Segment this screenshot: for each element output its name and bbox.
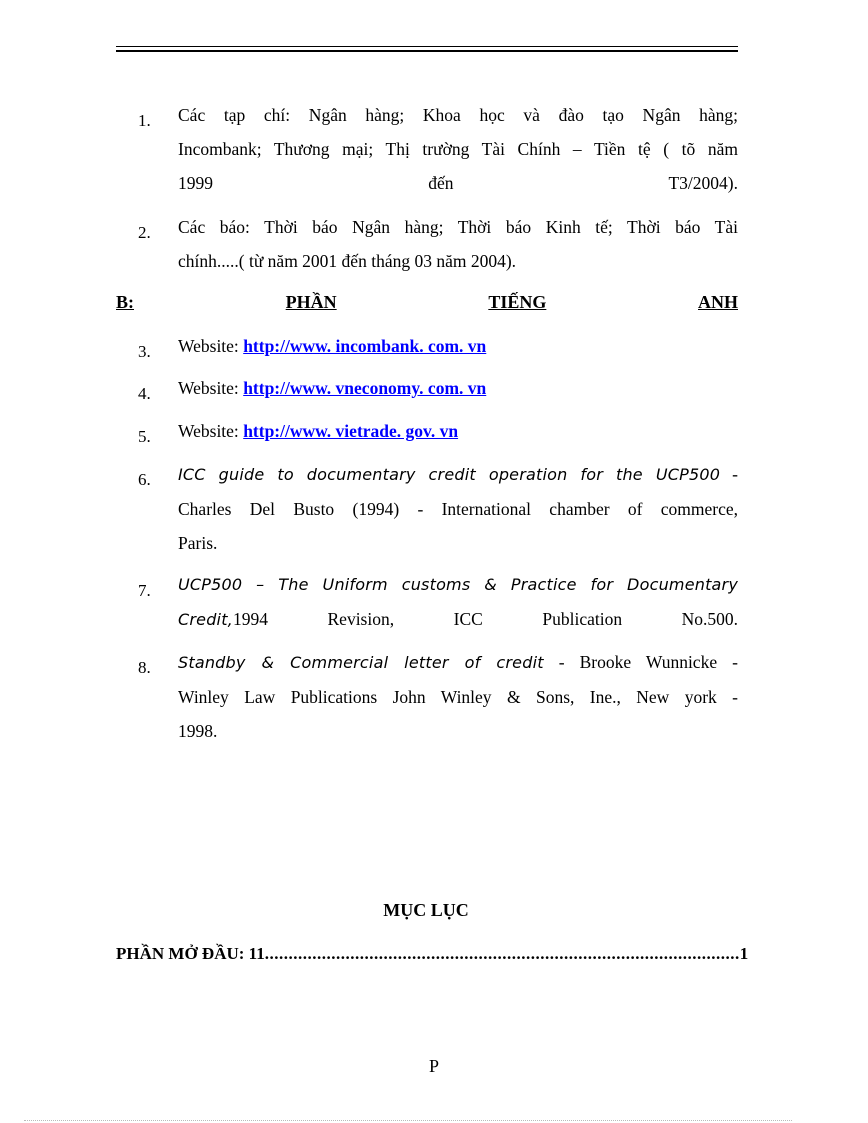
website-link-incombank[interactable]: http://www. incombank. com. vn <box>243 336 487 356</box>
item-line <box>178 645 738 680</box>
page-bottom-divider <box>24 1120 792 1121</box>
item-number: 6. <box>138 470 151 489</box>
toc-title: MỤC LỤC <box>383 900 469 920</box>
item-line <box>178 457 738 492</box>
toc-leader-dots: .................................................................................................... <box>264 944 740 963</box>
toc-entry[interactable] <box>116 944 749 964</box>
item-number: 4. <box>138 384 151 403</box>
item-number: 3. <box>138 342 151 361</box>
toc-entry-page: 1 <box>739 944 749 963</box>
item-number: 2. <box>138 223 151 242</box>
item-line: Winley Law Publications John Winley & Sons, Ine., New york - <box>178 687 738 707</box>
section-word: ANH <box>698 292 738 312</box>
website-label: Website: <box>178 336 244 356</box>
item-number: 1. <box>138 111 151 130</box>
toc-entry-label: PHẦN MỞ ĐẦU: 11 <box>116 944 265 963</box>
reference-item-4 <box>116 371 738 405</box>
website-label: Website: <box>178 378 244 398</box>
section-word: TIẾNG <box>488 292 547 312</box>
item-line: Charles Del Busto (1994) - International chamber of commerce, <box>178 499 738 519</box>
item-line: Paris. <box>178 533 218 553</box>
header-rule-thin <box>116 46 738 47</box>
reference-item-3 <box>116 329 738 363</box>
item-line: Các tạp chí: Ngân hàng; Khoa học và đào tạo Ngân hàng; <box>178 105 738 125</box>
line-tail: - Brooke Wunnicke - <box>543 652 738 672</box>
reference-item-5 <box>116 414 738 448</box>
item-line: 1999 đến T3/2004). <box>178 173 738 193</box>
footer-mark: P <box>428 1056 439 1076</box>
reference-item-8 <box>116 645 738 748</box>
book-title: ICC guide to documentary credit operation for the UCP500 <box>178 465 721 484</box>
item-line <box>178 602 738 637</box>
book-title-cont: Credit, <box>178 610 233 629</box>
section-heading-english <box>116 288 738 316</box>
item-line: Incombank; Thương mại; Thị trường Tài Chính – Tiền tệ ( tõ năm <box>178 139 738 159</box>
website-label: Website: <box>178 421 244 441</box>
line-tail: - <box>720 464 739 484</box>
book-title: UCP500 – The Uniform customs & Practice for Documentary <box>178 575 738 594</box>
header-rule-thick <box>116 50 738 52</box>
item-number: 7. <box>138 581 151 600</box>
website-link-vietrade[interactable]: http://www. vietrade. gov. vn <box>243 421 459 441</box>
item-line: chính.....( từ năm 2001 đến tháng 03 năm 2004). <box>178 251 517 271</box>
line-tail: 1994 Revision, ICC Publication No.500. <box>232 609 738 629</box>
website-link-vneconomy[interactable]: http://www. vneconomy. com. vn <box>243 378 487 398</box>
reference-item-2 <box>116 210 738 278</box>
item-number: 5. <box>138 427 151 446</box>
item-line: 1998. <box>178 721 218 741</box>
book-title: Standby & Commercial letter of credit <box>178 653 544 672</box>
reference-item-7 <box>116 568 738 637</box>
section-word: PHẦN <box>285 292 337 312</box>
reference-item-1 <box>116 98 738 200</box>
section-label: B: <box>116 292 134 312</box>
item-line: Các báo: Thời báo Ngân hàng; Thời báo Kinh tế; Thời báo Tài <box>178 217 738 237</box>
item-number: 8. <box>138 658 151 677</box>
reference-item-6 <box>116 457 738 560</box>
